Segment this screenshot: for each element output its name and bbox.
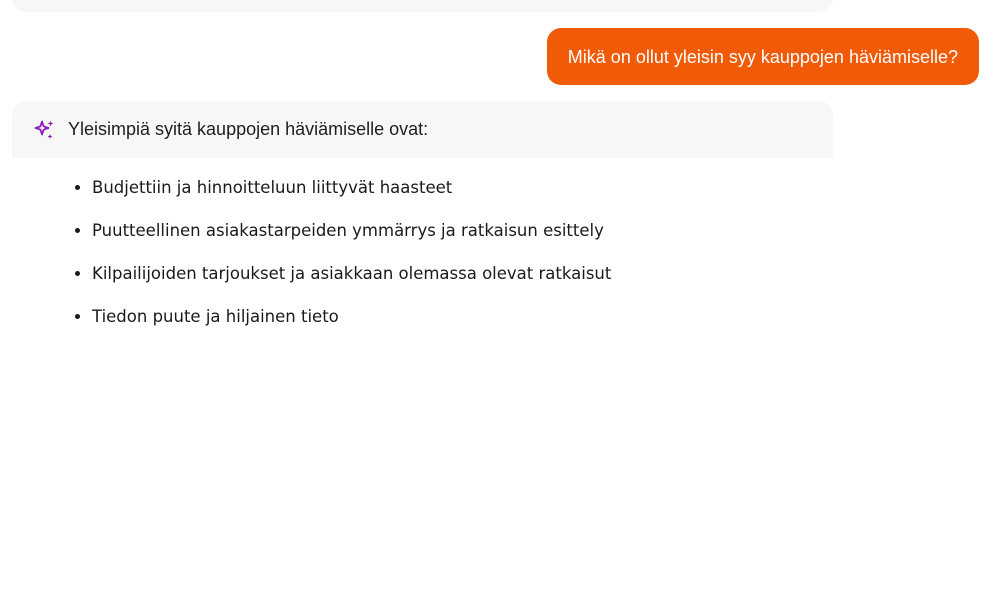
list-item: • Budjettiin ja hinnoitteluun liittyvät haasteet: [92, 174, 611, 217]
answer-list: [60, 174, 611, 346]
assistant-intro-text: Yleisimpiä syitä kauppojen häviämiselle ovat:: [68, 119, 429, 139]
list-item: • Kilpailijoiden tarjoukset ja asiakkaan olemassa olevat ratkaisut: [92, 260, 611, 303]
sparkle-icon: [32, 118, 56, 142]
user-message-bubble: [547, 28, 979, 85]
list-item: • Puutteellinen asiakastarpeiden ymmärrys ja ratkaisun esittely: [92, 217, 611, 260]
assistant-message-header: [12, 101, 833, 158]
list-item: • Tiedon puute ja hiljainen tieto: [92, 303, 611, 346]
previous-message-bubble: [12, 0, 833, 12]
user-message-text: Mikä on ollut yleisin syy kauppojen häviämiselle?: [567, 46, 958, 67]
